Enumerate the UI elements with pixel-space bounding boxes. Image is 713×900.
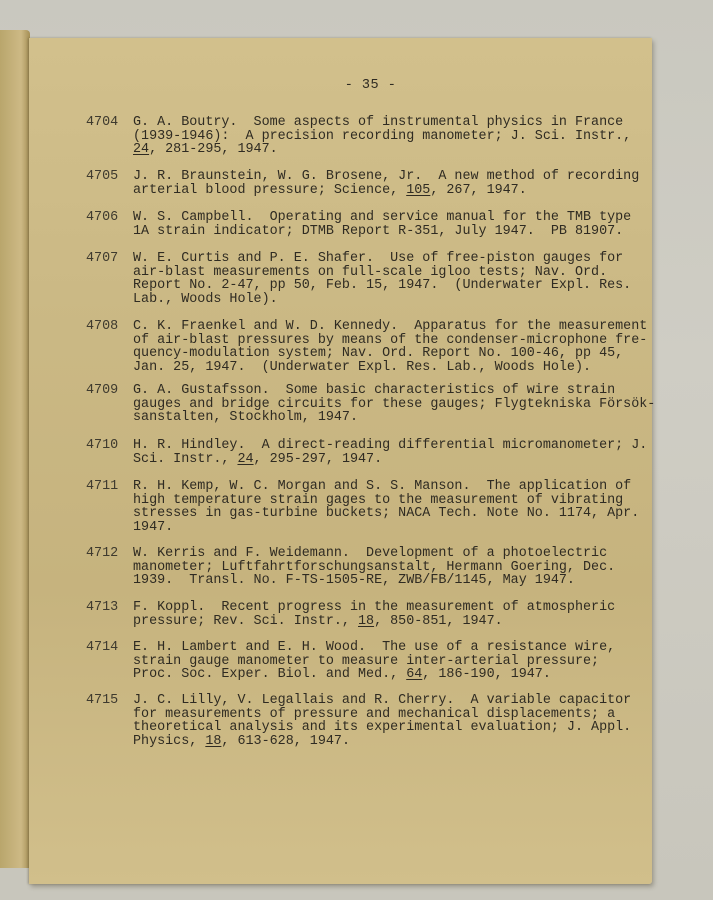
- entry-line: C. K. Fraenkel and W. D. Kennedy. Apparatus for the measurement: [133, 319, 648, 334]
- entry-line: W. S. Campbell. Operating and service manual for the TMB type: [133, 210, 632, 225]
- entry-line: theoretical analysis and its experimental evaluation; J. Appl.: [133, 720, 632, 736]
- entry-line-start: Proc. Soc. Exper. Biol. and Med.,: [133, 667, 407, 683]
- entry-number: 4709: [86, 383, 119, 398]
- entry-line: Lab., Woods Hole).: [133, 292, 278, 308]
- entry-number: 4708: [86, 319, 119, 334]
- entry-number: 4714: [86, 640, 119, 655]
- entry-line: 1939. Transl. No. F-TS-1505-RE, ZWB/FB/1145, May 1947.: [133, 573, 575, 589]
- entry-line: H. R. Hindley. A direct-reading differential micromanometer; J.: [133, 438, 648, 453]
- entry-text: [133, 694, 653, 749]
- entry-text: [133, 439, 653, 466]
- entry-line: F. Koppl. Recent progress in the measurement of atmospheric: [133, 600, 616, 615]
- entry-line: 1A strain indicator; DTMB Report R-351, July 1947. PB 81907.: [133, 223, 624, 239]
- volume-underlined: 24: [237, 451, 254, 467]
- entry-line-start: Sci. Instr.,: [133, 451, 238, 467]
- entry-line: manometer; Luftfahrtforschungsanstalt, Hermann Goering, Dec.: [133, 559, 616, 575]
- page-number: - 35 -: [344, 78, 397, 93]
- entry-line: (1939-1946): A precision recording manometer; J. Sci. Instr.,: [133, 128, 632, 144]
- entry-number: 4715: [86, 693, 119, 708]
- entry-text: [133, 170, 653, 197]
- entry-line: of air-blast pressures by means of the condenser-microphone fre-: [133, 332, 648, 348]
- entry-line-start: pressure; Rev. Sci. Instr.,: [133, 613, 358, 629]
- entry-line: sanstalten, Stockholm, 1947.: [133, 410, 358, 426]
- entry-text: [133, 383, 656, 426]
- entry-line: G. A. Boutry. Some aspects of instrumental physics in France: [133, 115, 624, 130]
- entry-line: air-blast measurements on full-scale igloo tests; Nav. Ord.: [133, 264, 608, 280]
- entry-number: 4704: [86, 115, 119, 130]
- entry-line: R. H. Kemp, W. C. Morgan and S. S. Manson. The application of: [133, 479, 632, 494]
- entry-text: [133, 547, 653, 588]
- entry-line: Report No. 2-47, pp 50, Feb. 15, 1947. (Underwater Expl. Res.: [133, 278, 632, 294]
- entry-line: J. R. Braunstein, W. G. Brosene, Jr. A new method of recording: [133, 169, 640, 184]
- entry-text: [133, 116, 653, 157]
- entry-line: E. H. Lambert and E. H. Wood. The use of a resistance wire,: [133, 640, 616, 655]
- entry-line: quency-modulation system; Nav. Ord. Report No. 100-46, pp 45,: [133, 346, 624, 362]
- volume-underlined: 64: [406, 667, 423, 683]
- facing-page-edge: [0, 30, 30, 868]
- entry-text: [133, 641, 653, 682]
- entry-line: for measurements of pressure and mechanical displacements; a: [133, 706, 616, 722]
- entry-line: W. Kerris and F. Weidemann. Development of a photoelectric: [133, 546, 608, 561]
- entry-number: 4713: [86, 600, 119, 615]
- entry-line-rest: , 295-297, 1947.: [253, 451, 383, 467]
- entry-line: high temperature strain gages to the measurement of vibrating: [133, 492, 624, 508]
- entry-line: W. E. Curtis and P. E. Shafer. Use of free-piston gauges for: [133, 251, 624, 266]
- entry-text: [133, 601, 653, 628]
- entry-line: 1947.: [133, 520, 174, 536]
- entry-line: G. A. Gustafsson. Some basic characteristics of wire strain: [133, 383, 616, 398]
- entry-number: 4711: [86, 479, 119, 494]
- entry-line-rest: , 267, 1947.: [430, 182, 527, 198]
- entry-line-rest: , 613-628, 1947.: [221, 734, 350, 750]
- entry-number: 4705: [86, 169, 119, 184]
- entry-line: Jan. 25, 1947. (Underwater Expl. Res. Lab., Woods Hole).: [133, 360, 592, 376]
- entry-number: 4712: [86, 546, 119, 561]
- entry-text: [133, 211, 653, 238]
- entry-text: [133, 252, 653, 307]
- entry-number: 4710: [86, 438, 119, 453]
- entry-line-rest: , 850-851, 1947.: [374, 613, 503, 629]
- entry-line: J. C. Lilly, V. Legallais and R. Cherry. A variable capacitor: [133, 693, 632, 708]
- entry-line-start: Physics,: [133, 734, 206, 750]
- entry-text: [133, 480, 653, 535]
- entry-line-rest: , 281-295, 1947.: [149, 142, 278, 158]
- entry-line: strain gauge manometer to measure inter-arterial pressure;: [133, 653, 600, 669]
- entry-number: 4706: [86, 210, 119, 225]
- entry-text: [133, 320, 653, 375]
- volume-underlined: 18: [205, 734, 222, 750]
- entry-line-start: arterial blood pressure; Science,: [133, 182, 407, 198]
- entry-line: stresses in gas-turbine buckets; NACA Tech. Note No. 1174, Apr.: [133, 506, 640, 522]
- volume-underlined: 105: [406, 182, 431, 198]
- entry-number: 4707: [86, 251, 119, 266]
- entry-line-rest: , 186-190, 1947.: [422, 667, 551, 683]
- volume-underlined: 24: [133, 142, 150, 158]
- volume-underlined: 18: [358, 613, 375, 629]
- entry-line: gauges and bridge circuits for these gauges; Flygtekniska Försök-: [133, 396, 656, 412]
